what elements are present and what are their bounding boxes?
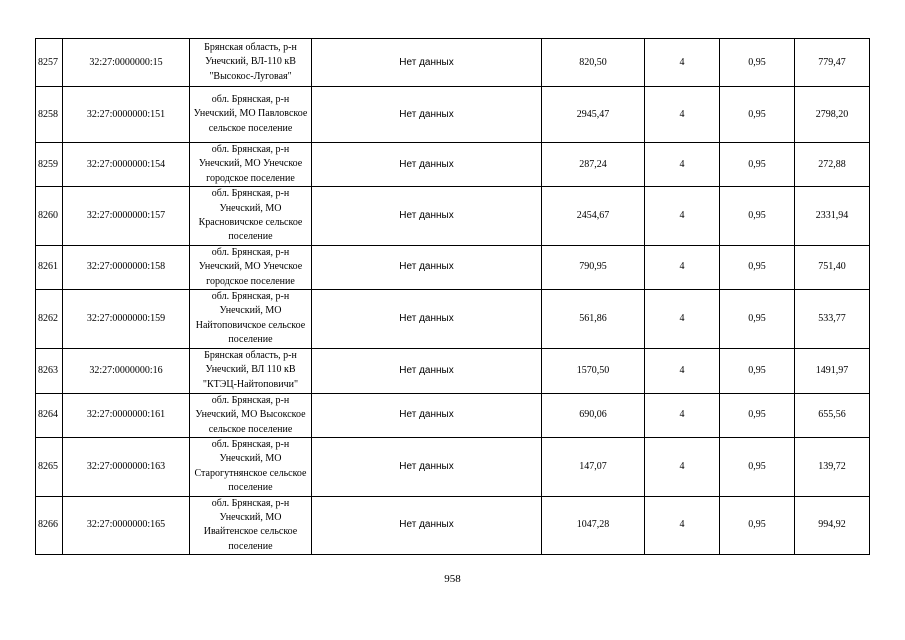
- table-row: [36, 496, 870, 555]
- value-1-cell: 561,86: [542, 290, 645, 349]
- value-1-cell: 2454,67: [542, 187, 645, 246]
- row-number-cell: 8257: [36, 39, 63, 87]
- category-cell: Нет данных: [312, 496, 542, 555]
- cadastral-number-cell: 32:27:0000000:163: [63, 437, 190, 496]
- value-3-cell: 0,95: [720, 348, 795, 393]
- row-number-cell: 8264: [36, 393, 63, 437]
- address-cell: обл. Брянская, р-н Унечский, МО Старогутнянское сельское поселение: [190, 437, 312, 496]
- table-row: [36, 348, 870, 393]
- address-cell: Брянская область, р-н Унечский, ВЛ 110 кВ "КТЭЦ-Найтоповичи": [190, 348, 312, 393]
- value-4-cell: 272,88: [795, 143, 870, 187]
- category-cell: Нет данных: [312, 143, 542, 187]
- category-cell: Нет данных: [312, 187, 542, 246]
- cadastral-number-cell: 32:27:0000000:159: [63, 290, 190, 349]
- category-cell: Нет данных: [312, 39, 542, 87]
- value-4-cell: 2331,94: [795, 187, 870, 246]
- value-1-cell: 820,50: [542, 39, 645, 87]
- page-number: 958: [444, 573, 461, 585]
- address-cell: обл. Брянская, р-н Унечский, МО Унечское городское поселение: [190, 245, 312, 289]
- address-cell: обл. Брянская, р-н Унечский, МО Найтоповичское сельское поселение: [190, 290, 312, 349]
- row-number-cell: 8260: [36, 187, 63, 246]
- address-cell: Брянская область, р-н Унечский, ВЛ-110 кВ "Высокос-Луговая": [190, 39, 312, 87]
- table-row: [36, 437, 870, 496]
- value-4-cell: 2798,20: [795, 87, 870, 143]
- value-3-cell: 0,95: [720, 393, 795, 437]
- value-4-cell: 655,56: [795, 393, 870, 437]
- value-4-cell: 533,77: [795, 290, 870, 349]
- table-row: [36, 393, 870, 437]
- value-2-cell: 4: [645, 290, 720, 349]
- value-3-cell: 0,95: [720, 245, 795, 289]
- category-cell: Нет данных: [312, 87, 542, 143]
- cadastral-number-cell: 32:27:0000000:165: [63, 496, 190, 555]
- row-number-cell: 8262: [36, 290, 63, 349]
- cadastral-number-cell: 32:27:0000000:151: [63, 87, 190, 143]
- address-cell: обл. Брянская, р-н Унечский, МО Красновичское сельское поселение: [190, 187, 312, 246]
- address-cell: обл. Брянская, р-н Унечский, МО Ивайтенское сельское поселение: [190, 496, 312, 555]
- value-3-cell: 0,95: [720, 437, 795, 496]
- address-cell: обл. Брянская, р-н Унечский, МО Высокское сельское поселение: [190, 393, 312, 437]
- value-1-cell: 147,07: [542, 437, 645, 496]
- value-2-cell: 4: [645, 87, 720, 143]
- value-1-cell: 287,24: [542, 143, 645, 187]
- cadastral-number-cell: 32:27:0000000:15: [63, 39, 190, 87]
- value-2-cell: 4: [645, 496, 720, 555]
- value-2-cell: 4: [645, 348, 720, 393]
- cadastral-table: [35, 38, 870, 555]
- row-number-cell: 8266: [36, 496, 63, 555]
- value-3-cell: 0,95: [720, 187, 795, 246]
- address-cell: обл. Брянская, р-н Унечский, МО Павловское сельское поселение: [190, 87, 312, 143]
- category-cell: Нет данных: [312, 290, 542, 349]
- value-2-cell: 4: [645, 245, 720, 289]
- cadastral-number-cell: 32:27:0000000:16: [63, 348, 190, 393]
- address-cell: обл. Брянская, р-н Унечский, МО Унечское городское поселение: [190, 143, 312, 187]
- value-3-cell: 0,95: [720, 290, 795, 349]
- value-3-cell: 0,95: [720, 143, 795, 187]
- table-row: [36, 87, 870, 143]
- value-3-cell: 0,95: [720, 87, 795, 143]
- value-1-cell: 2945,47: [542, 87, 645, 143]
- value-4-cell: 1491,97: [795, 348, 870, 393]
- row-number-cell: 8259: [36, 143, 63, 187]
- row-number-cell: 8261: [36, 245, 63, 289]
- table-row: [36, 39, 870, 87]
- table-body: [36, 39, 870, 555]
- table-row: [36, 143, 870, 187]
- value-1-cell: 1570,50: [542, 348, 645, 393]
- value-4-cell: 779,47: [795, 39, 870, 87]
- value-4-cell: 994,92: [795, 496, 870, 555]
- value-2-cell: 4: [645, 393, 720, 437]
- table-row: [36, 245, 870, 289]
- value-2-cell: 4: [645, 437, 720, 496]
- category-cell: Нет данных: [312, 437, 542, 496]
- category-cell: Нет данных: [312, 393, 542, 437]
- value-1-cell: 1047,28: [542, 496, 645, 555]
- row-number-cell: 8258: [36, 87, 63, 143]
- row-number-cell: 8263: [36, 348, 63, 393]
- table-row: [36, 187, 870, 246]
- value-1-cell: 790,95: [542, 245, 645, 289]
- category-cell: Нет данных: [312, 348, 542, 393]
- cadastral-number-cell: 32:27:0000000:157: [63, 187, 190, 246]
- cadastral-number-cell: 32:27:0000000:158: [63, 245, 190, 289]
- cadastral-number-cell: 32:27:0000000:161: [63, 393, 190, 437]
- cadastral-number-cell: 32:27:0000000:154: [63, 143, 190, 187]
- value-2-cell: 4: [645, 187, 720, 246]
- category-cell: Нет данных: [312, 245, 542, 289]
- value-2-cell: 4: [645, 39, 720, 87]
- table-row: [36, 290, 870, 349]
- value-1-cell: 690,06: [542, 393, 645, 437]
- value-3-cell: 0,95: [720, 39, 795, 87]
- row-number-cell: 8265: [36, 437, 63, 496]
- value-3-cell: 0,95: [720, 496, 795, 555]
- value-4-cell: 139,72: [795, 437, 870, 496]
- value-4-cell: 751,40: [795, 245, 870, 289]
- value-2-cell: 4: [645, 143, 720, 187]
